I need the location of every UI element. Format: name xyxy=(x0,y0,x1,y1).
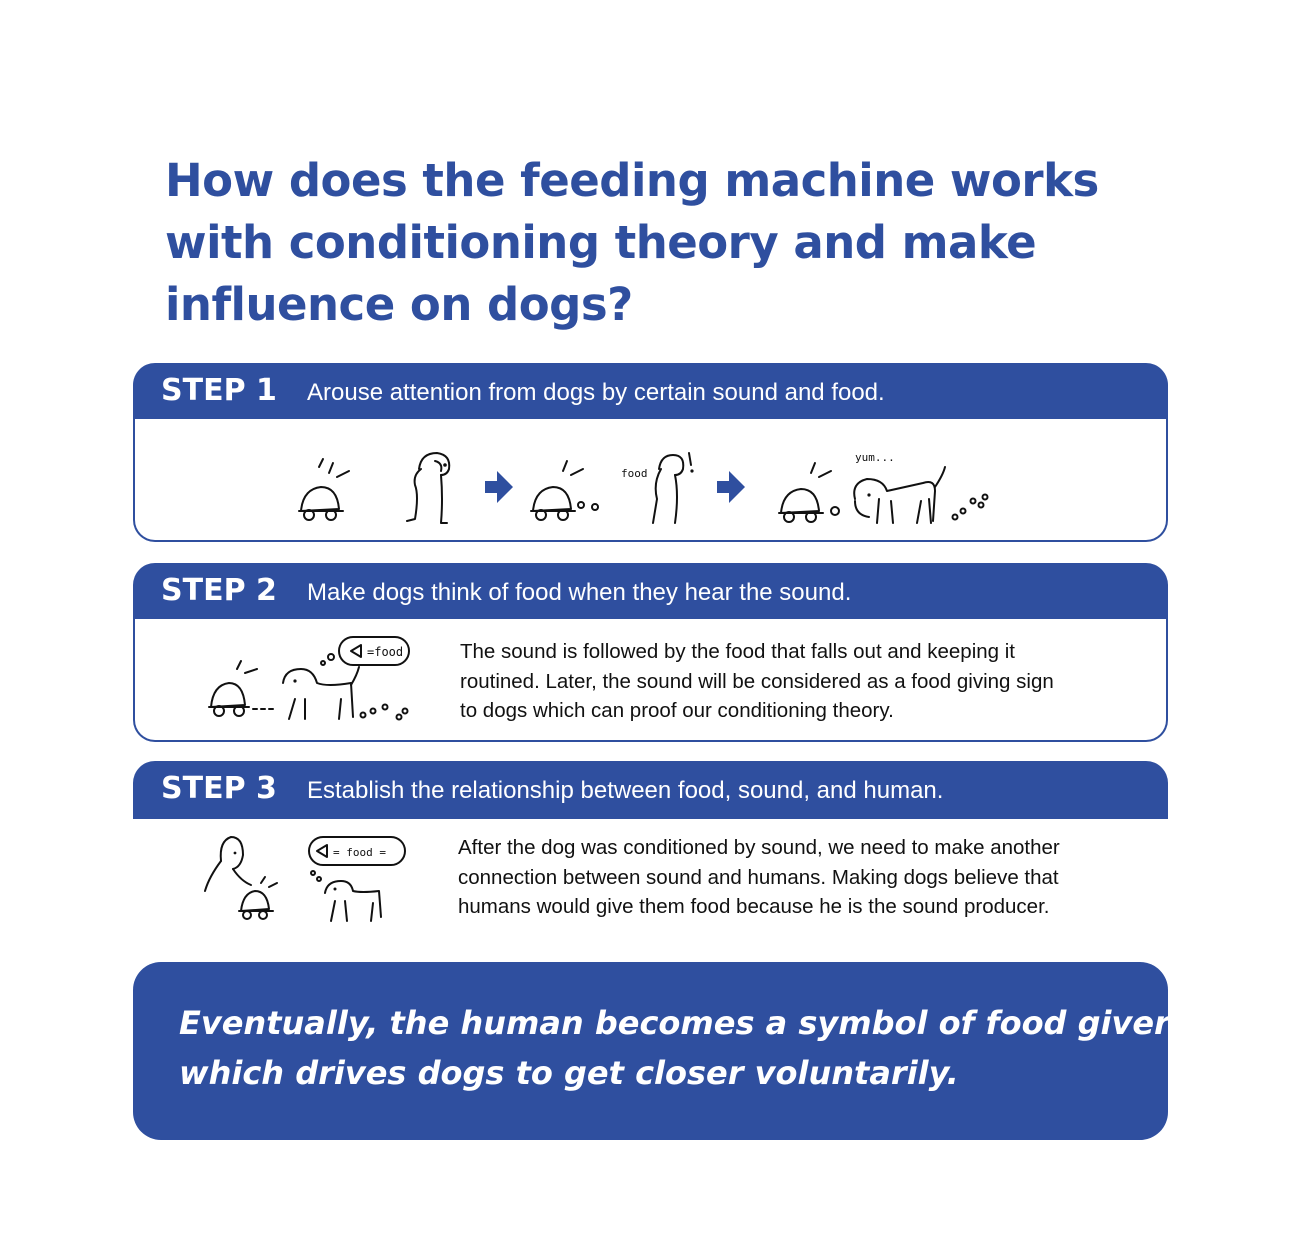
bubble-label: =food xyxy=(367,645,404,659)
page-title-line: influence on dogs? xyxy=(165,278,633,331)
step-2-description-line: to dogs which can proof our conditioning theory. xyxy=(460,699,894,722)
human-icon xyxy=(205,837,251,891)
feeding-machine-icon xyxy=(239,877,277,919)
step-3-illustration xyxy=(201,833,421,929)
step-1-header xyxy=(133,363,1168,421)
conclusion-line: Eventually, the human becomes a symbol of food giver xyxy=(179,1004,1170,1042)
step-1-body xyxy=(133,419,1168,542)
step-2-header xyxy=(133,563,1168,621)
dog-icon xyxy=(407,453,449,523)
page-title xyxy=(165,150,1099,336)
feeding-machine-icon xyxy=(531,461,598,520)
food-label: food xyxy=(621,467,648,480)
thought-bubble-icon xyxy=(309,837,405,881)
step-1-title: Arouse attention from dogs by certain sound and food. xyxy=(307,379,885,406)
step-3-description-line: connection between sound and humans. Making dogs believe that xyxy=(458,865,1059,889)
feeding-machine-icon xyxy=(299,459,349,520)
step-3-description-line: After the dog was conditioned by sound, we need to make another xyxy=(458,836,1060,859)
bubble-label: = food = xyxy=(333,846,386,859)
feeding-machine-icon xyxy=(779,463,839,522)
arrow-right-icon xyxy=(717,471,745,503)
dog-icon xyxy=(283,667,359,719)
conclusion-box xyxy=(133,962,1168,1140)
arrow-right-icon xyxy=(485,471,513,503)
step-1-illustration xyxy=(295,439,995,545)
step-1-label: STEP 1 xyxy=(161,373,277,408)
dog-icon xyxy=(325,881,381,921)
step-2-label: STEP 2 xyxy=(161,573,277,608)
step-2-body xyxy=(133,619,1168,742)
step-1-card xyxy=(133,363,1168,542)
food-pellets-icon xyxy=(361,705,408,720)
step-2-title: Make dogs think of food when they hear the sound. xyxy=(307,579,852,606)
step-2-description-line: The sound is followed by the food that falls out and keeping it xyxy=(460,640,1016,663)
conclusion-text xyxy=(179,998,1170,1098)
page-title-line: with conditioning theory and make xyxy=(165,216,1037,269)
step-3-card xyxy=(133,761,1168,941)
food-pellets-icon xyxy=(953,495,988,520)
dog-icon xyxy=(854,451,945,523)
step-3-description-line: humans would give them food because he is the sound producer. xyxy=(458,895,1050,918)
page-title-line: How does the feeding machine works xyxy=(165,154,1099,207)
conclusion-line: which drives dogs to get closer voluntarily. xyxy=(179,1054,959,1092)
step-2-card xyxy=(133,563,1168,742)
step-3-description xyxy=(458,833,1148,922)
step-2-description-line: routined. Later, the sound will be considered as a food giving sign xyxy=(460,669,1054,693)
thought-bubble-icon xyxy=(321,637,409,665)
step-2-illustration xyxy=(205,633,425,733)
step-3-title: Establish the relationship between food, sound, and human. xyxy=(307,777,944,804)
step-3-label: STEP 3 xyxy=(161,771,277,806)
yum-label: yum... xyxy=(855,451,895,464)
feeding-machine-icon xyxy=(209,661,273,716)
step-3-header xyxy=(133,761,1168,819)
dog-icon xyxy=(621,453,694,523)
step-2-description xyxy=(460,637,1150,726)
